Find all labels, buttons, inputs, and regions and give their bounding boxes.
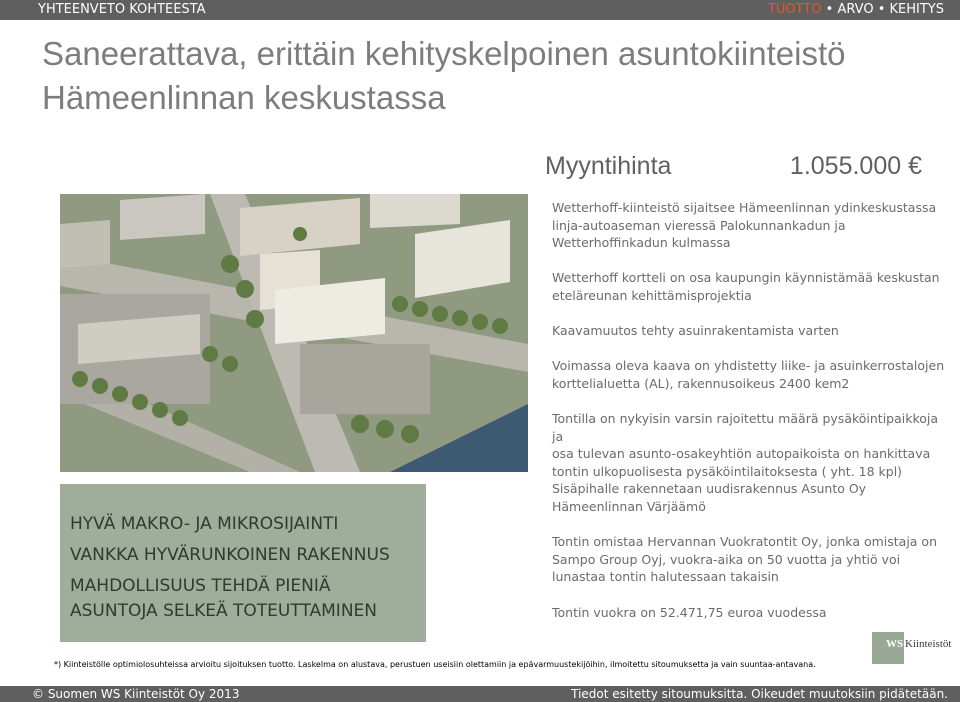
paragraph-line: lunastaa tontin halutessaan takaisin [552, 569, 779, 584]
paragraph-line: Hämeenlinnan Värjäämö [552, 498, 706, 514]
paragraph-line: linja-autoaseman vieressä Palokunnankadun ja [552, 217, 846, 233]
description-paragraph [552, 604, 947, 622]
highlight-item: HYVÄ MAKRO- JA MIKROSIJAINTI [70, 514, 339, 534]
paragraph-line: Sampo Group Oyj, vuokra-aika on 50 vuotta ja yhtiö voi [552, 551, 901, 567]
aerial-photo-illustration [60, 194, 528, 472]
paragraph-line: Wetterhoff-kiinteistö sijaitsee Hämeenlinnan ydinkeskustassa [552, 200, 937, 215]
description-paragraph [552, 357, 947, 392]
paragraph-line: korttelialuetta (AL), rakennusoikeus 2400 kem2 [552, 375, 850, 391]
top-bar [0, 0, 960, 20]
highlights-box [60, 484, 426, 642]
title-line-2: Hämeenlinnan keskustassa [42, 79, 446, 116]
paragraph-line: tontin ulkopuolisesta pysäköintilaitoksesta ( yht. 18 kpl) [552, 463, 903, 479]
paragraph-line: Tontilla on nykyisin varsin rajoitettu määrä pysäköintipaikkoja ja [552, 411, 939, 444]
company-logo [872, 632, 952, 664]
paragraph-line: Voimassa oleva kaava on yhdistetty liike- ja asuinkerrostalojen [552, 358, 945, 373]
paragraph-line: Tontin omistaa Hervannan Vuokratontit Oy, jonka omistaja on [552, 534, 937, 549]
copyright: © Suomen WS Kiinteistöt Oy 2013 [32, 687, 240, 701]
highlight-item: ASUNTOJA SELKEÄ TOTEUTTAMINEN [70, 601, 377, 621]
title-line-1: Saneerattava, erittäin kehityskelpoinen asuntokiinteistö [42, 35, 846, 72]
description-paragraph [552, 480, 947, 515]
page-title [42, 32, 922, 120]
price-value: 1.055.000 € [789, 152, 922, 180]
paragraph-line: eteläreunan kehittämisprojektia [552, 287, 752, 303]
tagline [768, 2, 944, 17]
description-paragraph [552, 199, 947, 252]
footnote: *) Kiinteistölle optimiolosuhteissa arvioitu sijoituksen tuotto. Laskelma on alustava, perustuen useisiin olettamiin ja epävarmuustekijöihin, ilmoitettu sitoumuksetta ja vain suuntaa-antavana. [54, 660, 816, 669]
description-paragraph [552, 410, 947, 480]
logo-ws-text: WS [886, 638, 904, 650]
bottom-bar [0, 686, 960, 702]
paragraph-line: Tontin vuokra on 52.471,75 euroa vuodessa [552, 605, 827, 620]
paragraph-line: Kaavamuutos tehty asuinrakentamista varten [552, 323, 839, 338]
section-label: YHTEENVETO KOHTEESTA [38, 2, 206, 17]
paragraph-line: Sisäpihalle rakennetaan uudisrakennus Asunto Oy [552, 481, 867, 496]
paragraph-line: Wetterhoffinkadun kulmassa [552, 235, 731, 250]
disclaimer: Tiedot esitetty sitoumuksitta. Oikeudet muutoksiin pidätetään. [571, 687, 948, 701]
paragraph-line: osa tulevan asunto-osakeyhtiön autopaikoista on hankittava [552, 446, 931, 461]
description-paragraph [552, 533, 947, 586]
aerial-photo [60, 194, 528, 472]
paragraph-line: Wetterhoff kortteli on osa kaupungin käynnistämää keskustan [552, 270, 940, 285]
description-paragraph [552, 269, 947, 304]
price-label: Myyntihinta [545, 152, 672, 180]
tagline-highlight: TUOTTO [767, 2, 822, 17]
tagline-rest: • ARVO • KEHITYS [821, 2, 944, 17]
highlight-item: MAHDOLLISUUS TEHDÄ PIENIÄ [70, 576, 331, 596]
logo-wordmark: Kiinteistöt [905, 638, 952, 650]
highlight-item: VANKKA HYVÄRUNKOINEN RAKENNUS [70, 545, 390, 565]
description-paragraph [552, 322, 947, 340]
